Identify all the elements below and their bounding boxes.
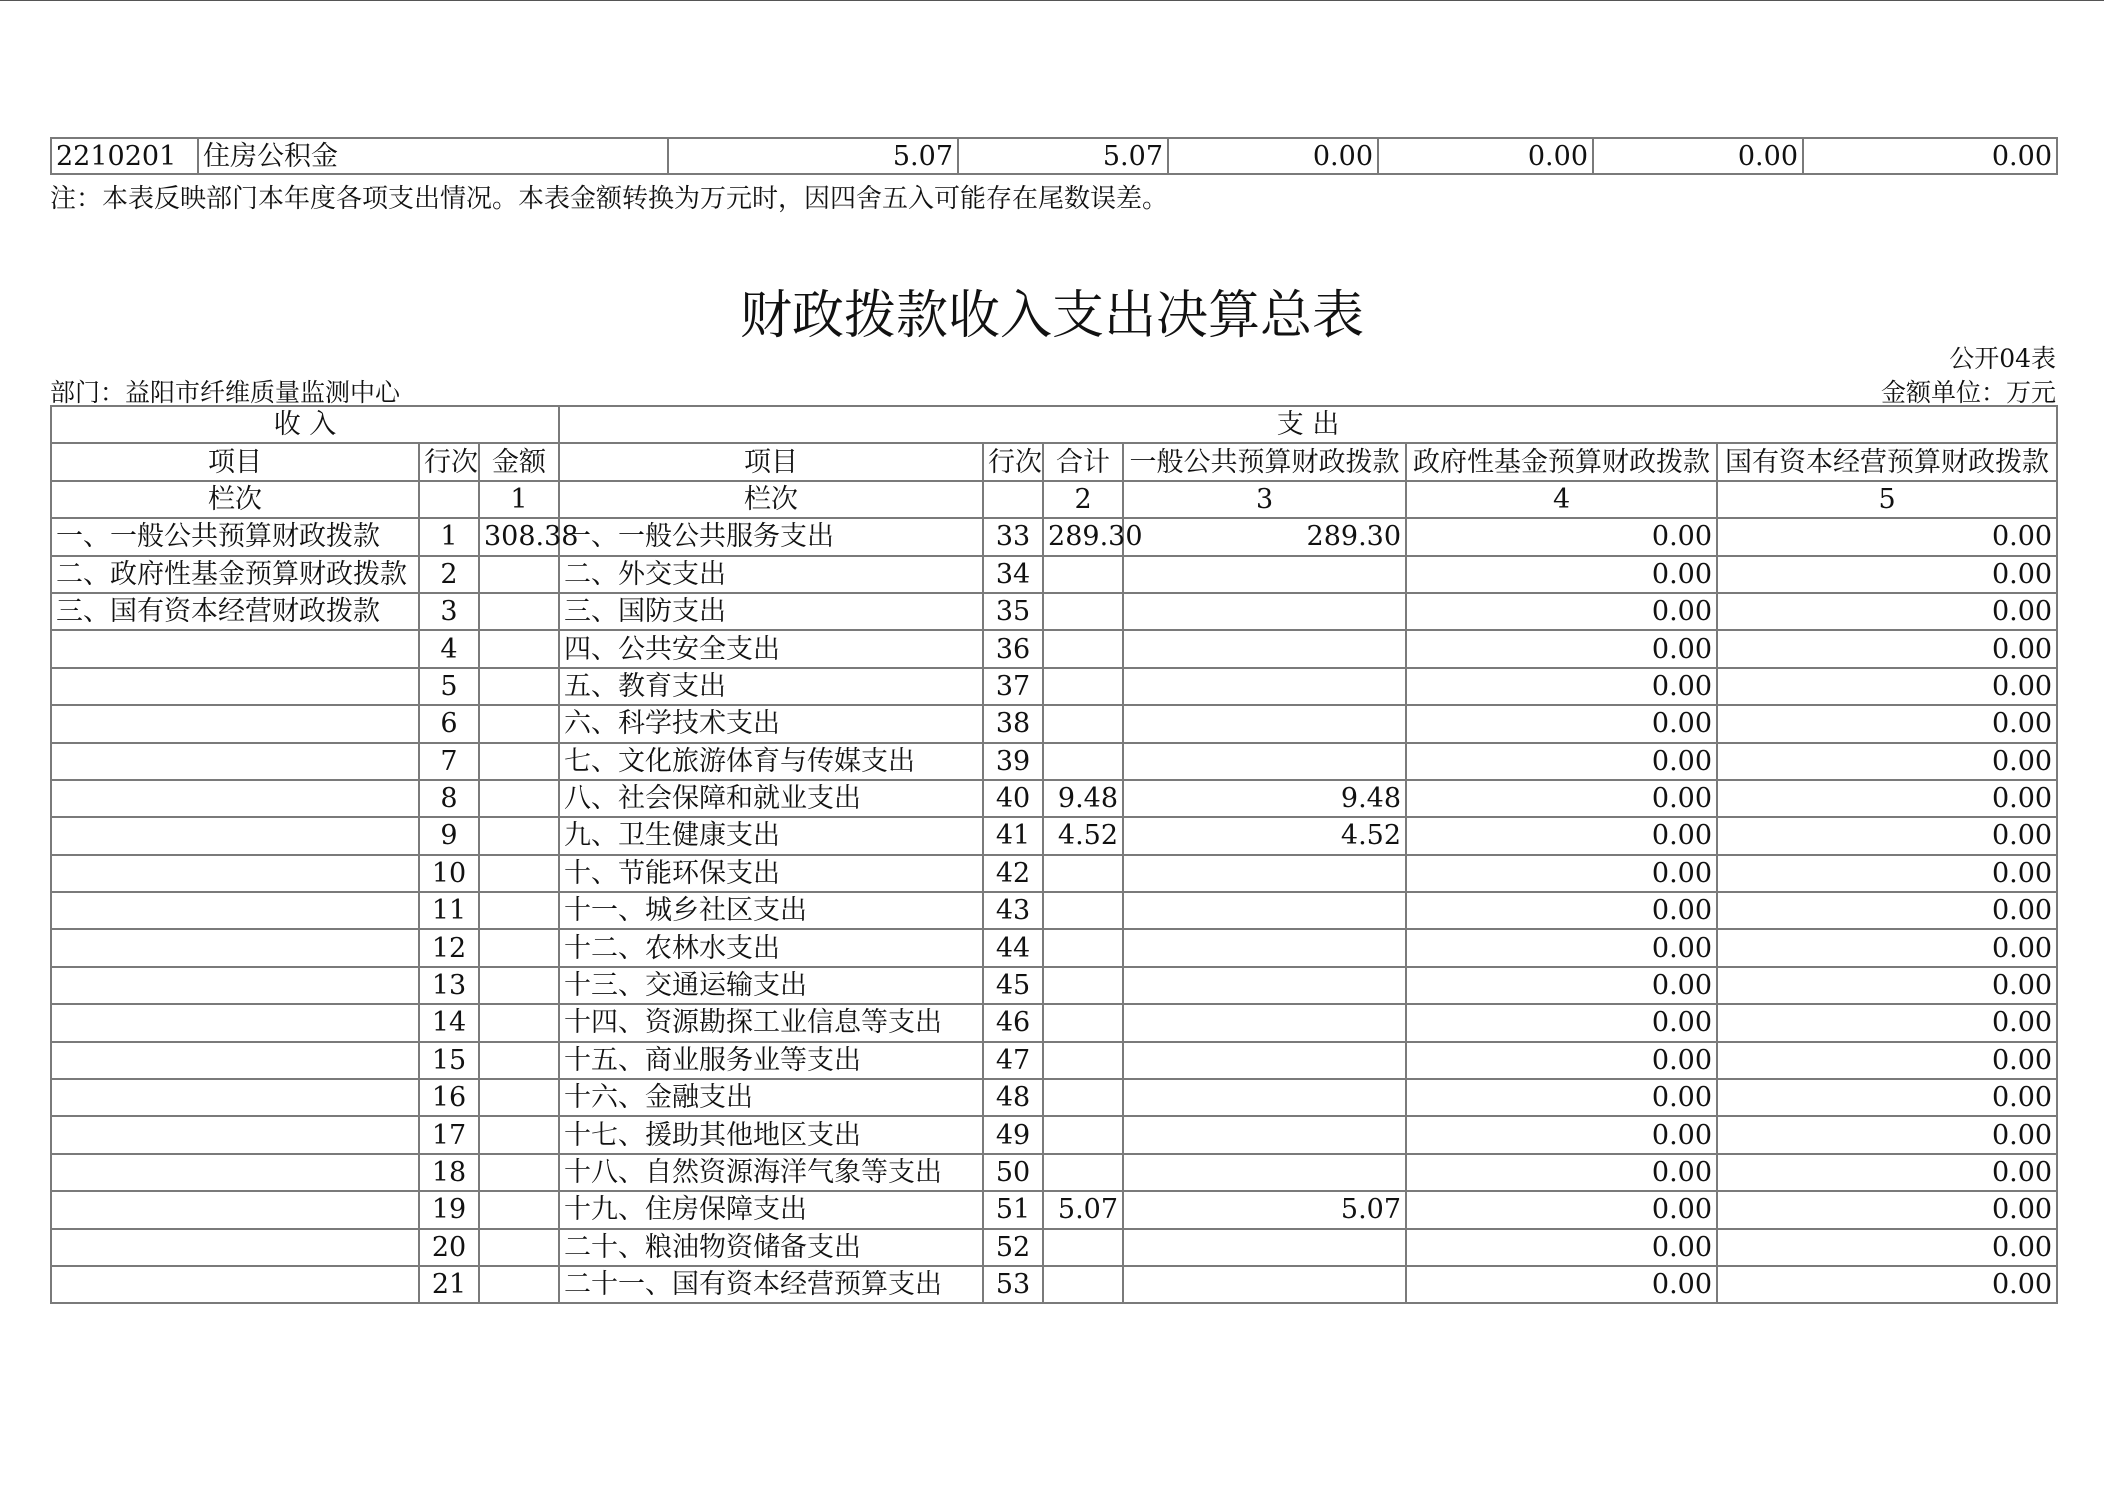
expense-item: 七、文化旅游体育与传媒支出 [559, 743, 983, 780]
income-amount [479, 1042, 559, 1079]
expense-item: 五、教育支出 [559, 668, 983, 705]
total-amount: 9.48 [1043, 780, 1123, 817]
income-item: 二、政府性基金预算财政拨款 [51, 556, 419, 593]
page-title: 财政拨款收入支出决算总表 [739, 286, 1364, 346]
expense-item: 九、卫生健康支出 [559, 817, 983, 854]
income-item [51, 855, 419, 892]
state-capital-amount: 0.00 [1717, 518, 2057, 555]
subject-code: 2210201 [51, 138, 198, 174]
state-capital-amount: 0.00 [1717, 1004, 2057, 1041]
income-amount [479, 1191, 559, 1228]
gov-fund-amount: 0.00 [1406, 817, 1717, 854]
table-row [51, 967, 2057, 1004]
income-item [51, 1042, 419, 1079]
income-amount [479, 593, 559, 630]
income-amount [479, 556, 559, 593]
income-amount [479, 780, 559, 817]
income-amount-header: 金额 [479, 443, 559, 480]
table-row [51, 1229, 2057, 1266]
expense-item: 三、国防支出 [559, 593, 983, 630]
expense-line-number: 37 [983, 668, 1043, 705]
gov-fund-amount: 0.00 [1406, 892, 1717, 929]
total-amount [1043, 630, 1123, 667]
expense-item: 六、科学技术支出 [559, 705, 983, 742]
expense-item: 八、社会保障和就业支出 [559, 780, 983, 817]
income-line-number: 7 [419, 743, 479, 780]
income-amount [479, 743, 559, 780]
general-budget-amount [1123, 1116, 1406, 1153]
total-amount [1043, 705, 1123, 742]
income-line-number: 18 [419, 1154, 479, 1191]
income-line-number: 17 [419, 1116, 479, 1153]
general-budget-amount [1123, 593, 1406, 630]
income-amount [479, 705, 559, 742]
income-line-number: 11 [419, 892, 479, 929]
state-capital-amount: 0.00 [1717, 1116, 2057, 1153]
table-row [51, 780, 2057, 817]
expense-line-number: 34 [983, 556, 1043, 593]
income-item [51, 705, 419, 742]
general-budget-amount [1123, 1079, 1406, 1116]
income-line-number: 10 [419, 855, 479, 892]
gov-fund-amount: 0.00 [1406, 630, 1717, 667]
state-capital-amount: 0.00 [1717, 780, 2057, 817]
table-row [51, 855, 2057, 892]
table-row [51, 1079, 2057, 1116]
expense-line-number: 45 [983, 967, 1043, 1004]
table-body [51, 518, 2057, 1303]
expense-item-header: 项目 [559, 443, 983, 480]
income-line-number: 1 [419, 518, 479, 555]
state-capital-amount: 0.00 [1717, 817, 2057, 854]
expense-line-number: 41 [983, 817, 1043, 854]
general-budget-amount [1123, 855, 1406, 892]
expense-item: 十三、交通运输支出 [559, 967, 983, 1004]
header-row-sections [51, 406, 2057, 443]
income-line-number: 21 [419, 1266, 479, 1303]
column-number: 2 [1043, 481, 1123, 518]
general-budget-amount [1123, 1154, 1406, 1191]
column-number: 3 [1123, 481, 1406, 518]
income-amount [479, 668, 559, 705]
table-row [51, 1266, 2057, 1303]
expense-line-number: 52 [983, 1229, 1043, 1266]
income-line-number: 8 [419, 780, 479, 817]
income-amount [479, 1004, 559, 1041]
table-note: 注：本表反映部门本年度各项支出情况。本表金额转换为万元时，因四舍五入可能存在尾数误差。 [50, 184, 1169, 214]
expense-line-number: 48 [983, 1079, 1043, 1116]
income-line-number: 9 [419, 817, 479, 854]
header-row-column-numbers [51, 481, 2057, 518]
income-item: 一、一般公共预算财政拨款 [51, 518, 419, 555]
income-line-number: 5 [419, 668, 479, 705]
income-line-header: 行次 [419, 443, 479, 480]
income-item [51, 743, 419, 780]
total-amount [1043, 1004, 1123, 1041]
income-amount [479, 1229, 559, 1266]
expense-item: 二、外交支出 [559, 556, 983, 593]
income-item [51, 1004, 419, 1041]
expense-item: 十四、资源勘探工业信息等支出 [559, 1004, 983, 1041]
income-amount [479, 817, 559, 854]
expense-item: 十五、商业服务业等支出 [559, 1042, 983, 1079]
column-number: 1 [479, 481, 559, 518]
column-label: 栏次 [559, 481, 983, 518]
gov-fund-amount: 0.00 [1406, 967, 1717, 1004]
table-row [51, 593, 2057, 630]
income-item [51, 967, 419, 1004]
income-amount: 308.38 [479, 518, 559, 555]
state-capital-amount: 0.00 [1717, 743, 2057, 780]
income-header: 收 入 [51, 406, 559, 443]
general-budget-amount [1123, 1229, 1406, 1266]
previous-table-fragment [50, 137, 2058, 175]
expense-item: 二十、粮油物资储备支出 [559, 1229, 983, 1266]
income-amount [479, 967, 559, 1004]
income-amount [479, 929, 559, 966]
gov-fund-amount: 0.00 [1406, 705, 1717, 742]
total-amount [1043, 892, 1123, 929]
gov-fund-amount: 0.00 [1406, 556, 1717, 593]
gov-fund-header: 政府性基金预算财政拨款 [1406, 443, 1717, 480]
gov-fund-amount: 0.00 [1406, 1154, 1717, 1191]
column-label: 栏次 [51, 481, 419, 518]
state-capital-amount: 0.00 [1717, 1266, 2057, 1303]
table-row [51, 743, 2057, 780]
income-item [51, 1191, 419, 1228]
table-row [51, 518, 2057, 555]
general-budget-amount [1123, 630, 1406, 667]
income-line-number: 2 [419, 556, 479, 593]
amount-cell: 0.00 [1168, 138, 1378, 174]
income-item [51, 1079, 419, 1116]
general-budget-amount [1123, 967, 1406, 1004]
general-budget-amount [1123, 892, 1406, 929]
table-row [51, 630, 2057, 667]
expense-line-header: 行次 [983, 443, 1043, 480]
expense-item: 四、公共安全支出 [559, 630, 983, 667]
department-label: 部门：益阳市纤维质量监测中心 [50, 378, 401, 407]
empty-cell [983, 481, 1043, 518]
unit-label: 金额单位：万元 [1880, 378, 2056, 407]
subject-name: 住房公积金 [198, 138, 668, 174]
expense-item: 十六、金融支出 [559, 1079, 983, 1116]
total-amount [1043, 556, 1123, 593]
table-row [51, 556, 2057, 593]
general-budget-amount [1123, 668, 1406, 705]
income-item [51, 1266, 419, 1303]
income-item [51, 817, 419, 854]
total-amount: 289.30 [1043, 518, 1123, 555]
total-header: 合计 [1043, 443, 1123, 480]
gov-fund-amount: 0.00 [1406, 518, 1717, 555]
expense-line-number: 38 [983, 705, 1043, 742]
expense-line-number: 51 [983, 1191, 1043, 1228]
state-capital-amount: 0.00 [1717, 1079, 2057, 1116]
income-item [51, 1229, 419, 1266]
total-amount [1043, 1042, 1123, 1079]
expense-line-number: 53 [983, 1266, 1043, 1303]
total-amount [1043, 1079, 1123, 1116]
total-amount [1043, 593, 1123, 630]
income-item [51, 892, 419, 929]
income-line-number: 14 [419, 1004, 479, 1041]
state-capital-amount: 0.00 [1717, 556, 2057, 593]
gov-fund-amount: 0.00 [1406, 780, 1717, 817]
income-item [51, 668, 419, 705]
state-capital-amount: 0.00 [1717, 967, 2057, 1004]
state-capital-amount: 0.00 [1717, 593, 2057, 630]
expense-line-number: 47 [983, 1042, 1043, 1079]
gov-fund-amount: 0.00 [1406, 593, 1717, 630]
budget-summary-table [50, 405, 2058, 1304]
state-capital-amount: 0.00 [1717, 929, 2057, 966]
state-capital-amount: 0.00 [1717, 630, 2057, 667]
gov-fund-amount: 0.00 [1406, 1042, 1717, 1079]
table-row [51, 817, 2057, 854]
amount-cell: 5.07 [958, 138, 1168, 174]
expense-line-number: 40 [983, 780, 1043, 817]
income-line-number: 6 [419, 705, 479, 742]
table-row [51, 1116, 2057, 1153]
general-budget-amount [1123, 743, 1406, 780]
state-capital-amount: 0.00 [1717, 892, 2057, 929]
general-budget-amount [1123, 1042, 1406, 1079]
general-budget-amount [1123, 1004, 1406, 1041]
table-row [51, 1004, 2057, 1041]
header-row-columns [51, 443, 2057, 480]
state-capital-header: 国有资本经营预算财政拨款 [1717, 443, 2057, 480]
expense-line-number: 43 [983, 892, 1043, 929]
expense-line-number: 50 [983, 1154, 1043, 1191]
state-capital-amount: 0.00 [1717, 705, 2057, 742]
total-amount [1043, 929, 1123, 966]
state-capital-amount: 0.00 [1717, 668, 2057, 705]
income-item [51, 630, 419, 667]
state-capital-amount: 0.00 [1717, 1191, 2057, 1228]
income-amount [479, 630, 559, 667]
total-amount [1043, 1266, 1123, 1303]
general-budget-amount [1123, 1266, 1406, 1303]
income-line-number: 12 [419, 929, 479, 966]
expense-item: 十、节能环保支出 [559, 855, 983, 892]
income-amount [479, 855, 559, 892]
amount-cell: 0.00 [1378, 138, 1593, 174]
total-amount [1043, 1154, 1123, 1191]
gov-fund-amount: 0.00 [1406, 1004, 1717, 1041]
income-line-number: 13 [419, 967, 479, 1004]
income-item [51, 1154, 419, 1191]
general-budget-header: 一般公共预算财政拨款 [1123, 443, 1406, 480]
form-number: 公开04表 [1949, 344, 2056, 373]
amount-cell: 0.00 [1593, 138, 1803, 174]
income-amount [479, 1116, 559, 1153]
general-budget-amount: 9.48 [1123, 780, 1406, 817]
total-amount: 4.52 [1043, 817, 1123, 854]
income-item: 三、国有资本经营财政拨款 [51, 593, 419, 630]
table-row [51, 1042, 2057, 1079]
table-row [51, 1191, 2057, 1228]
income-amount [479, 1266, 559, 1303]
general-budget-amount: 5.07 [1123, 1191, 1406, 1228]
amount-cell: 5.07 [668, 138, 958, 174]
expense-item: 十二、农林水支出 [559, 929, 983, 966]
general-budget-amount: 289.30 [1123, 518, 1406, 555]
table-row [51, 705, 2057, 742]
expense-item: 十一、城乡社区支出 [559, 892, 983, 929]
gov-fund-amount: 0.00 [1406, 855, 1717, 892]
expense-item: 十八、自然资源海洋气象等支出 [559, 1154, 983, 1191]
column-number: 5 [1717, 481, 2057, 518]
income-item [51, 780, 419, 817]
income-item [51, 929, 419, 966]
general-budget-amount [1123, 929, 1406, 966]
general-budget-amount [1123, 705, 1406, 742]
expense-line-number: 44 [983, 929, 1043, 966]
table-row [51, 929, 2057, 966]
state-capital-amount: 0.00 [1717, 855, 2057, 892]
gov-fund-amount: 0.00 [1406, 1191, 1717, 1228]
gov-fund-amount: 0.00 [1406, 668, 1717, 705]
table-row [51, 668, 2057, 705]
income-amount [479, 1154, 559, 1191]
general-budget-amount [1123, 556, 1406, 593]
empty-cell [419, 481, 479, 518]
expense-item: 十九、住房保障支出 [559, 1191, 983, 1228]
gov-fund-amount: 0.00 [1406, 1116, 1717, 1153]
income-line-number: 4 [419, 630, 479, 667]
table-row [51, 1154, 2057, 1191]
income-amount [479, 1079, 559, 1116]
column-number: 4 [1406, 481, 1717, 518]
expense-header: 支 出 [559, 406, 2057, 443]
expense-line-number: 46 [983, 1004, 1043, 1041]
income-line-number: 20 [419, 1229, 479, 1266]
income-line-number: 15 [419, 1042, 479, 1079]
expense-line-number: 49 [983, 1116, 1043, 1153]
income-line-number: 16 [419, 1079, 479, 1116]
income-item [51, 1116, 419, 1153]
total-amount: 5.07 [1043, 1191, 1123, 1228]
income-line-number: 19 [419, 1191, 479, 1228]
total-amount [1043, 855, 1123, 892]
gov-fund-amount: 0.00 [1406, 1229, 1717, 1266]
gov-fund-amount: 0.00 [1406, 1266, 1717, 1303]
total-amount [1043, 1229, 1123, 1266]
gov-fund-amount: 0.00 [1406, 743, 1717, 780]
gov-fund-amount: 0.00 [1406, 1079, 1717, 1116]
expense-line-number: 36 [983, 630, 1043, 667]
total-amount [1043, 668, 1123, 705]
expense-item: 二十一、国有资本经营预算支出 [559, 1266, 983, 1303]
total-amount [1043, 743, 1123, 780]
general-budget-amount: 4.52 [1123, 817, 1406, 854]
amount-cell: 0.00 [1803, 138, 2057, 174]
table-row [51, 138, 2057, 174]
income-amount [479, 892, 559, 929]
expense-line-number: 35 [983, 593, 1043, 630]
expense-item: 一、一般公共服务支出 [559, 518, 983, 555]
expense-line-number: 42 [983, 855, 1043, 892]
income-line-number: 3 [419, 593, 479, 630]
income-item-header: 项目 [51, 443, 419, 480]
table-row [51, 892, 2057, 929]
state-capital-amount: 0.00 [1717, 1229, 2057, 1266]
state-capital-amount: 0.00 [1717, 1154, 2057, 1191]
expense-line-number: 33 [983, 518, 1043, 555]
expense-item: 十七、援助其他地区支出 [559, 1116, 983, 1153]
state-capital-amount: 0.00 [1717, 1042, 2057, 1079]
total-amount [1043, 1116, 1123, 1153]
expense-line-number: 39 [983, 743, 1043, 780]
gov-fund-amount: 0.00 [1406, 929, 1717, 966]
total-amount [1043, 967, 1123, 1004]
